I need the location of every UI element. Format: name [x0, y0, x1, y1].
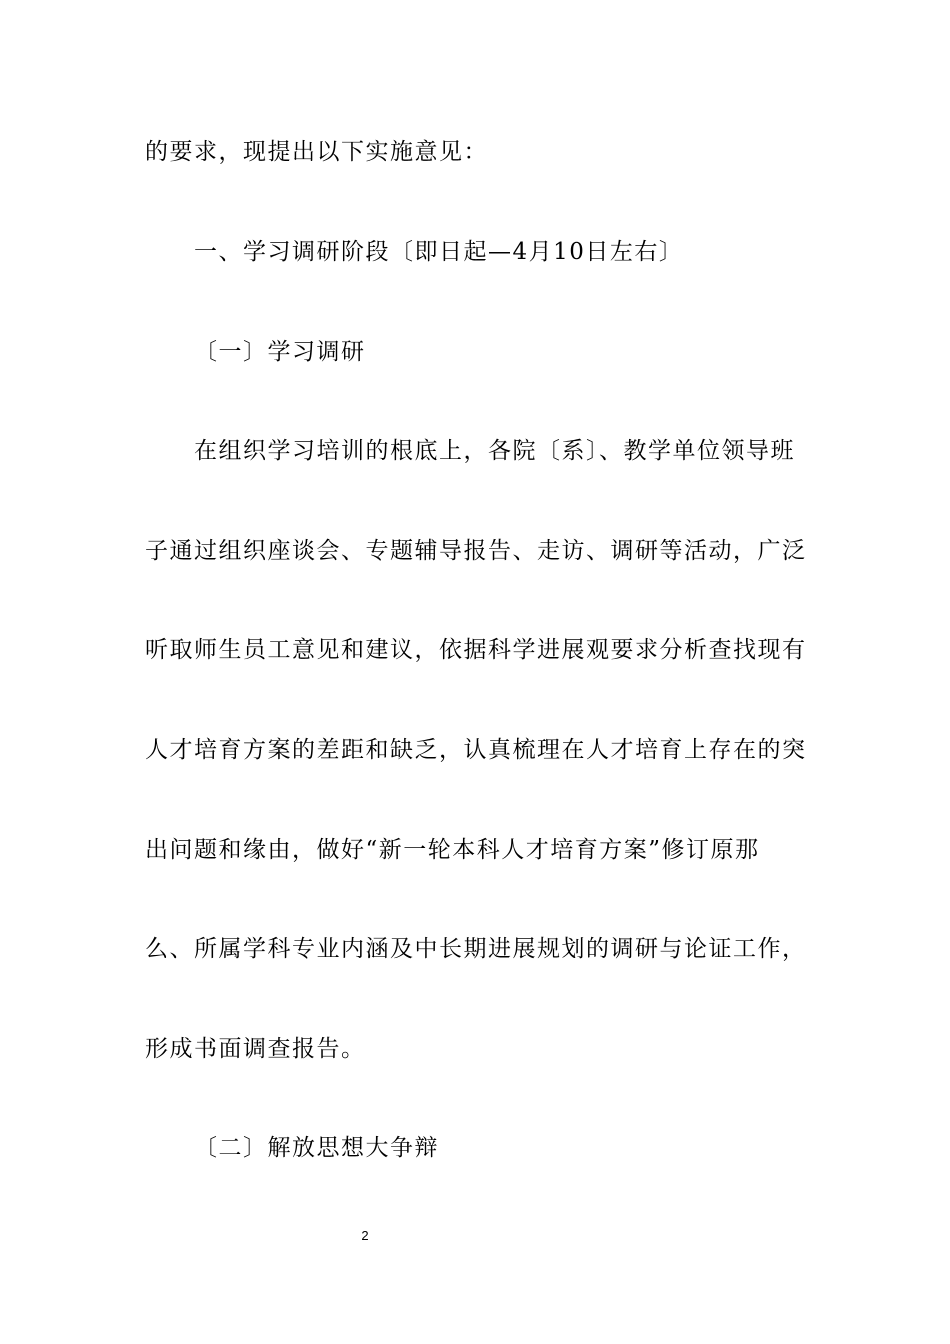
- subsection-heading-2: 〔二〕解放思想大争辩: [194, 1135, 439, 1161]
- paragraph-line: 人才培育方案的差距和缺乏，认真梳理在人才培育上存在的突: [145, 737, 807, 763]
- section-heading-1: 一、学习调研阶段〔即日起—4月10日左右〕: [194, 239, 684, 265]
- paragraph-line: 听取师生员工意见和建议，依据科学进展观要求分析查找现有: [145, 637, 807, 663]
- paragraph-line: 么、所属学科专业内涵及中长期进展规划的调研与论证工作，: [145, 936, 807, 962]
- paragraph-line-continuation: 的要求，现提出以下实施意见：: [145, 139, 488, 165]
- paragraph-line: 在组织学习培训的根底上，各院〔系〕、教学单位领导班: [194, 438, 795, 464]
- page-number: 2: [361, 1228, 369, 1243]
- paragraph-line: 形成书面调查报告。: [145, 1036, 366, 1062]
- paragraph-line: 出问题和缘由，做好“新一轮本科人才培育方案”修订原那: [145, 837, 760, 863]
- paragraph-line: 子通过组织座谈会、专题辅导报告、走访、调研等活动，广泛: [145, 538, 807, 564]
- subsection-heading-1: 〔一〕学习调研: [194, 339, 366, 365]
